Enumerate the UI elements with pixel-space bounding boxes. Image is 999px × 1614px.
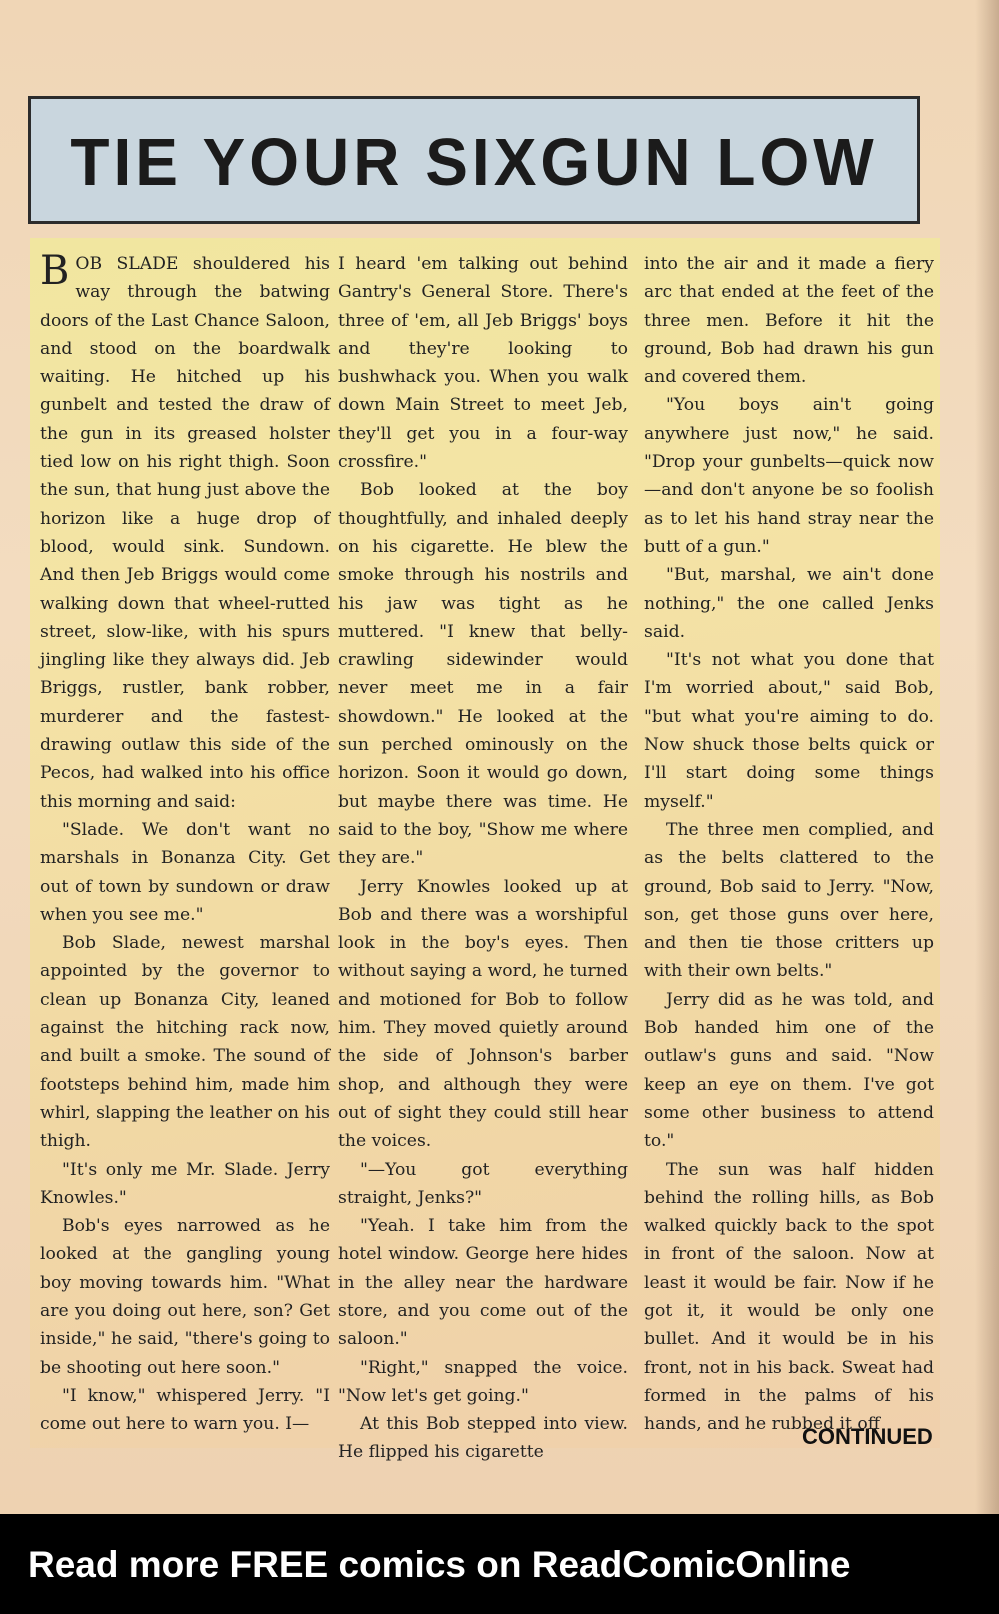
story-paragraph: "Slade. We don't want no marshals in Bonanza City. Get out of town by sundown or draw when you see me." xyxy=(40,819,330,925)
story-paragraph xyxy=(40,250,330,816)
story-paragraph: "But, marshal, we ain't done nothing," the one called Jenks said. xyxy=(644,565,934,642)
page-edge-shadow xyxy=(975,0,999,1514)
story-title: TIE YOUR SIXGUN LOW xyxy=(70,124,878,200)
drop-cap: B xyxy=(40,248,70,294)
promo-footer-link[interactable]: Read more FREE comics on ReadComicOnline xyxy=(28,1544,851,1585)
story-paragraph: Bob Slade, newest marshal appointed by the governor to clean up Bonanza City, leaned against the hitching rack now, and built a smoke. The sound of footsteps behind him, made him whirl, slapping the leather on his thigh. xyxy=(40,933,330,1152)
story-paragraph: The sun was half hidden behind the rolling hills, as Bob walked quickly back to the spot in front of the saloon. Now at least it would be fair. Now if he got it, it would be only one bullet. And it would be in his front, not in his back. Sweat had formed in the palms of his hands, and he rubbed it off xyxy=(644,1159,934,1435)
story-paragraph: "It's only me Mr. Slade. Jerry Knowles." xyxy=(40,1159,330,1208)
story-paragraph: "Right," snapped the voice. "Now let's get going." xyxy=(338,1357,628,1406)
story-paragraph-continuation: I heard 'em talking out behind Gantry's General Store. There's three of 'em, all Jeb Briggs' boys and they're looking to bushwhack you. When you walk down Main Street to meet Jeb, they'll get you in a four-way crossfire." xyxy=(338,254,628,473)
story-paragraph: Jerry did as he was told, and Bob handed him one of the outlaw's guns and said. "Now keep an eye on them. I've got some other business to attend to." xyxy=(644,989,934,1152)
promo-footer xyxy=(0,1514,999,1614)
title-banner xyxy=(28,96,920,224)
story-paragraph: "I know," whispered Jerry. "I come out here to warn you. I— xyxy=(40,1385,330,1435)
story-paragraph: Bob looked at the boy thoughtfully, and inhaled deeply on his cigarette. He blew the smoke through his nostrils and his jaw was tight as he muttered. "I knew that belly-crawling sidewinder would never meet me in a fair showdown." He looked at the sun perched ominously on the horizon. Soon it would go down, but maybe there was time. He said to the boy, "Show me where they are." xyxy=(338,480,628,869)
story-paragraph: "Yeah. I take him from the hotel window. George here hides in the alley near the hardware store, and you come out of the saloon." xyxy=(338,1216,628,1350)
opening-paragraph-text: OB SLADE shouldered his way through the batwing doors of the Last Chance Saloon, and stood on the boardwalk waiting. He hitched up his gunbelt and tested the draw of the gun in its greased holster tied low on his right thigh. Soon the sun, that hung just above the horizon like a huge drop of blood, would sink. Sundown. And then Jeb Briggs would come walking down that wheel-rutted street, slow-like, with his spurs jingling like they always did. Jeb Briggs, rustler, bank robber, murderer and the fastest-drawing outlaw this side of the Pecos, had walked into his office this morning and said: xyxy=(40,254,330,812)
story-paragraph: "—You got everything straight, Jenks?" xyxy=(338,1159,628,1208)
story-paragraph: "You boys ain't going anywhere just now," he said. "Drop your gunbelts—quick now—and don't anyone be so foolish as to let his hand stray near the butt of a gun." xyxy=(644,395,934,557)
story-paragraph: At this Bob stepped into view. He flipped his cigarette xyxy=(338,1414,628,1463)
continued-label: CONTINUED xyxy=(802,1424,933,1449)
text-column-2 xyxy=(338,250,628,1467)
story-paragraph: Jerry Knowles looked up at Bob and there was a worshipful look in the boy's eyes. Then without saying a word, he turned and motioned for Bob to follow him. They moved quietly around the side of Johnson's barber shop, and although they were out of sight they could still hear the voices. xyxy=(338,876,628,1152)
story-paragraph: Bob's eyes narrowed as he looked at the gangling young boy moving towards him. "What are you doing out here, son? Get inside," he said, "there's going to be shooting out here soon." xyxy=(40,1216,330,1378)
story-paragraph: "It's not what you done that I'm worried about," said Bob, "but what you're aiming to do. Now shuck those belts quick or I'll start doing some things myself." xyxy=(644,650,934,812)
text-column-1 xyxy=(40,250,330,1438)
story-paragraph: The three men complied, and as the belts clattered to the ground, Bob said to Jerry. "Now, son, get those guns over here, and then tie those critters up with their own belts." xyxy=(644,819,934,982)
text-column-3 xyxy=(644,250,934,1438)
story-paragraph-continuation: into the air and it made a fiery arc that ended at the feet of the three men. Before it hit the ground, Bob had drawn his gun and covered them. xyxy=(644,254,934,388)
